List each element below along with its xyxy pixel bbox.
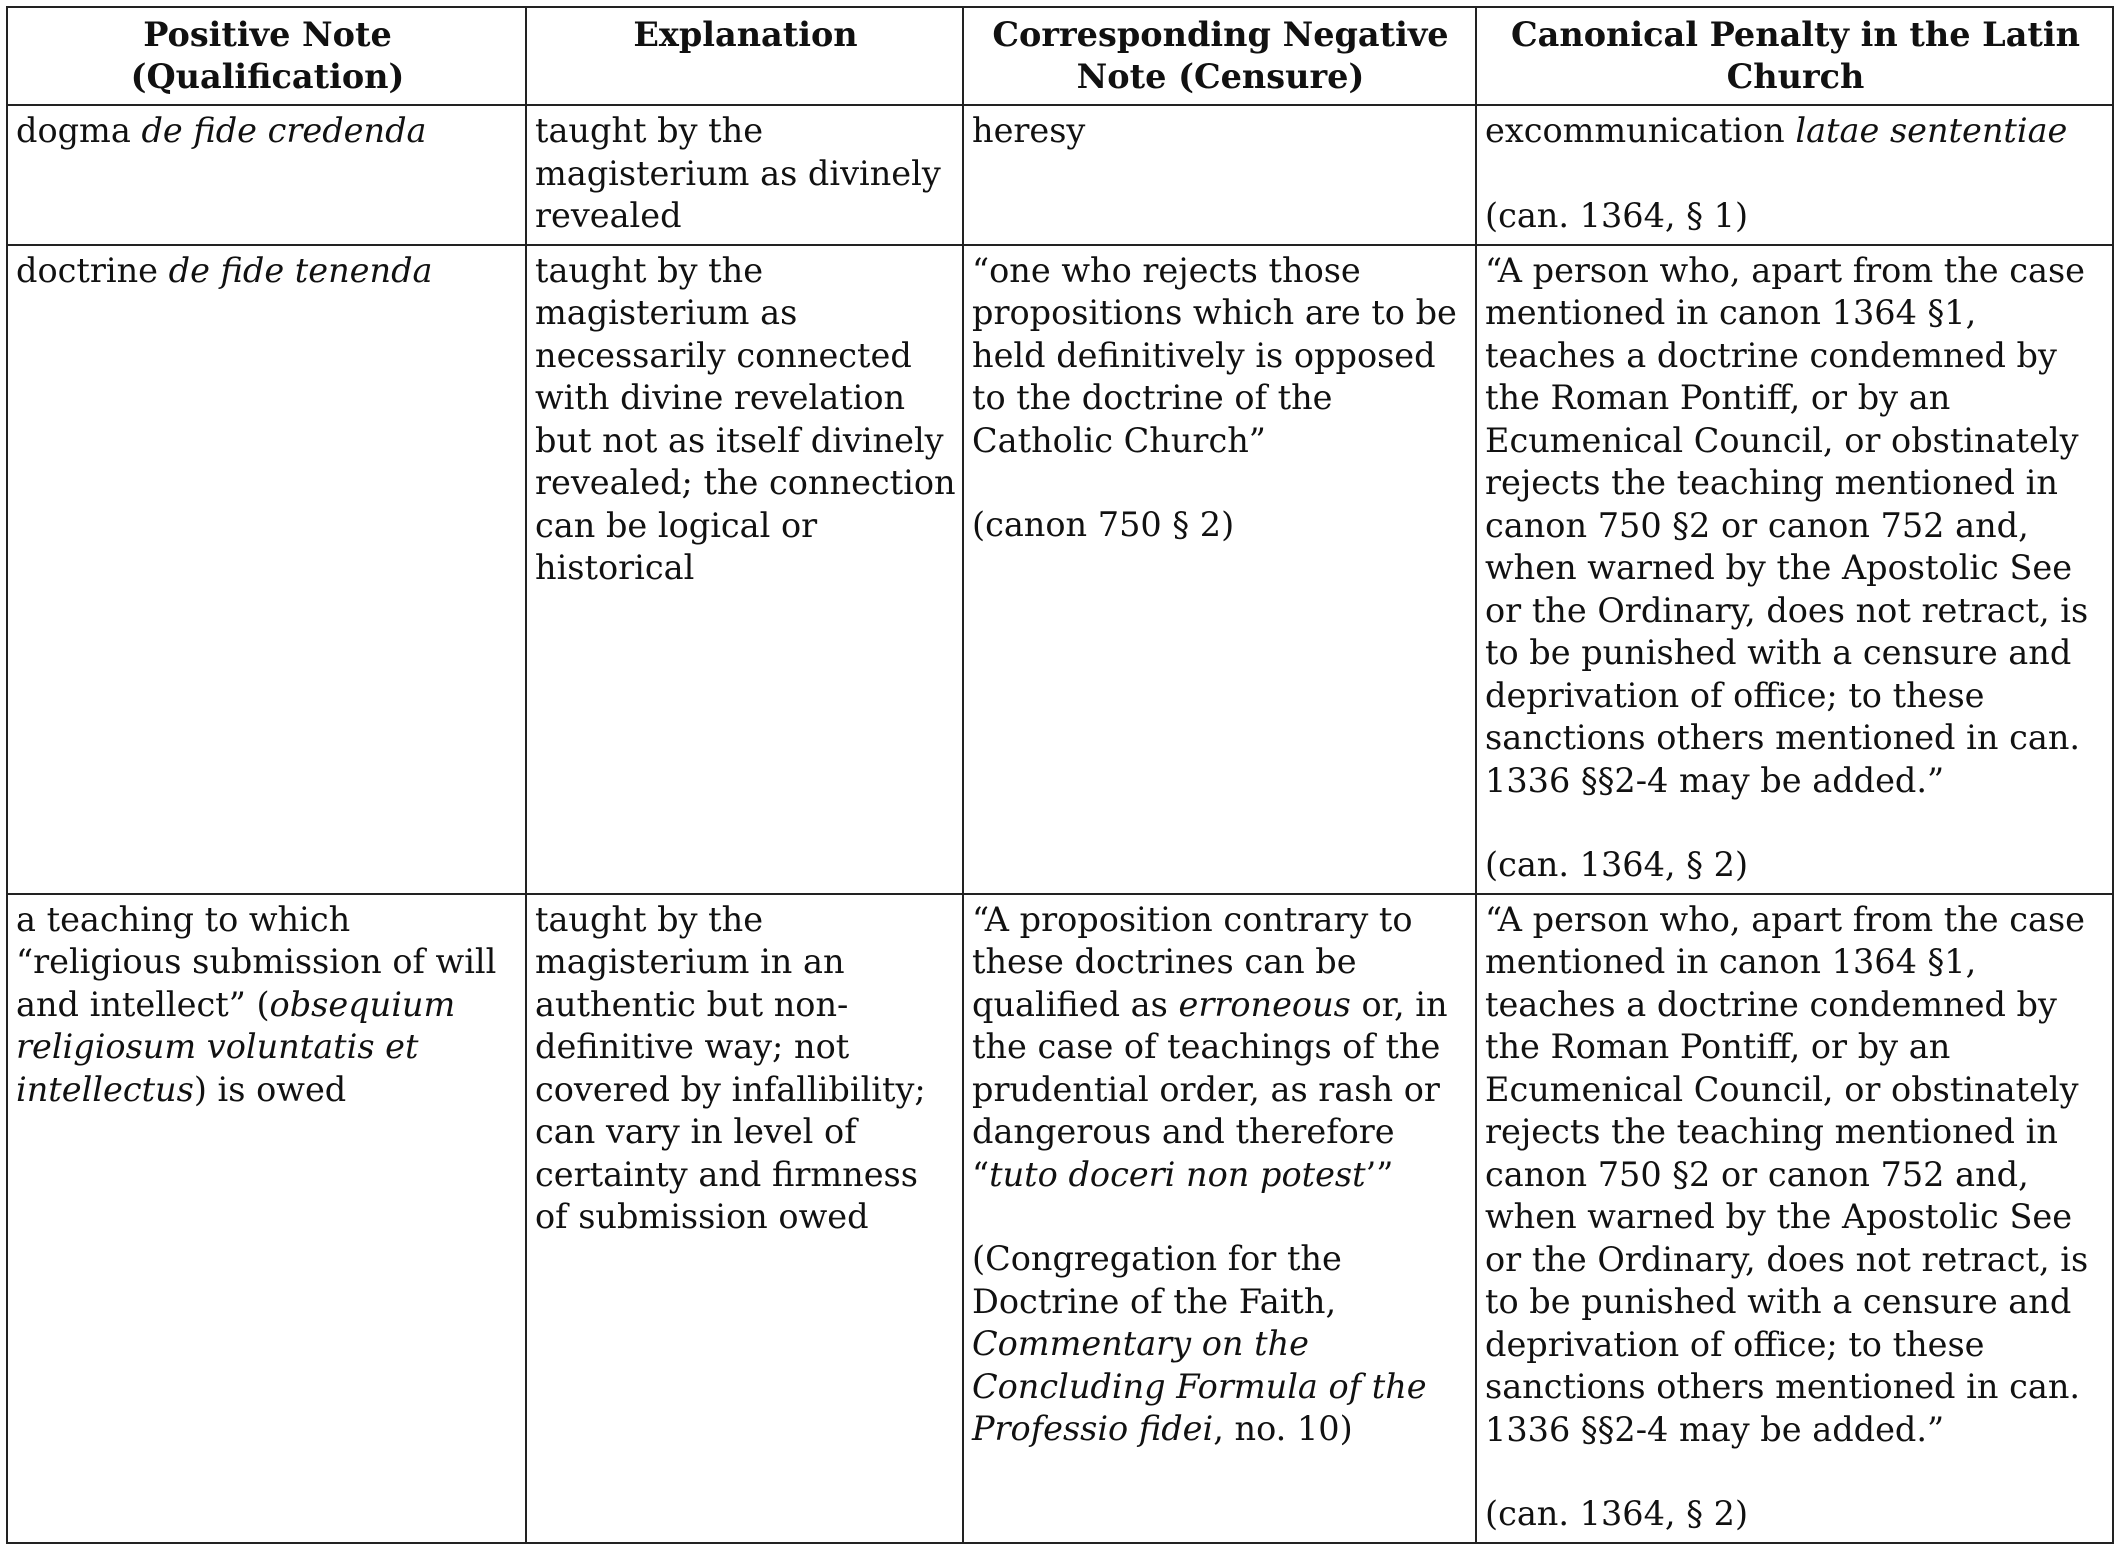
penalty-cell [1476,245,2113,894]
censure-citation [972,1238,1469,1451]
table-row [7,105,2113,245]
header-censure: Corresponding Negative Note (Censure) [963,7,1476,105]
qualification-cell [7,894,526,1543]
censure-cell [963,894,1476,1543]
header-penalty: Canonical Penalty in the Latin Church [1476,7,2113,105]
censure-citation: (canon 750 § 2) [972,505,1235,544]
header-explanation: Explanation [526,7,963,105]
censure-quote: “one who rejects those propositions which are to be held definitively is opposed to the doctrine of the Catholic Church” [972,250,1457,460]
explanation-cell: taught by the magisterium as necessarily connected with divine revelation but not as itself divinely revealed; the connection can be logical or historical [526,245,963,894]
header-qualification: Positive Note (Qualification) [7,7,526,105]
penalty-latin: latae sententiae [1795,111,2068,150]
qualification-latin: de fide tenenda [168,250,433,290]
qualification-latin: obsequium religiosum voluntatis et intellectus [16,984,456,1109]
citation-title: Commentary on the Concluding Formula of the Professio fidei [972,1324,1427,1448]
citation-source: (Congregation for the Doctrine of the Faith, [972,1239,1342,1321]
censure-cell [963,245,1476,894]
penalty-cell [1476,894,2113,1543]
censure-quote-end: ’” [1365,1154,1394,1194]
qualification-text: dogma [16,111,142,150]
censure-quote-part1: “A proposition contrary to these doctrines can be qualified as [972,899,1413,1024]
citation-number: , no. 10) [1213,1409,1353,1448]
penalty-text: excommunication [1485,111,1796,150]
qualifications-table [6,6,2114,1544]
qualification-latin: de fide credenda [141,111,427,150]
header-row [7,7,2113,105]
qualification-cell [7,245,526,894]
penalty-citation: (can. 1364, § 1) [1485,195,1749,235]
censure-latin: tuto doceri non potest [989,1154,1366,1194]
table-row [7,894,2113,1543]
qualification-text: a teaching to which “religious submission of will and intellect” ( [16,899,497,1024]
penalty-citation: (can. 1364, § 2) [1485,845,1749,884]
censure-quote-part2: or, in the case of teachings of the prudential order, as rash or dangerous and therefore “ [972,984,1448,1194]
qualification-text: doctrine [16,250,169,290]
penalty-quote: “A person who, apart from the case mentioned in canon 1364 §1, teaches a doctrine condemned by the Roman Pontiff, or by an Ecumenical Council, or obstinately rejects the teaching mentioned in canon 750 §2 or canon 752 and, when warned by the Apostolic See or the Ordinary, does not retract, is to be punished with a censure and deprivation of office; to these sanctions others mentioned in can. 1336 §§2-4 may be added.” [1485,899,2089,1449]
explanation-cell: taught by the magisterium as divinely revealed [526,105,963,245]
qualification-cell [7,105,526,245]
qualification-text-end: ) is owed [193,1069,347,1109]
censure-cell: heresy [963,105,1476,245]
explanation-cell: taught by the magisterium in an authentic but non-definitive way; not covered by infallibility; can vary in level of certainty and firmness of submission owed [526,894,963,1543]
penalty-cell [1476,105,2113,245]
penalty-quote: “A person who, apart from the case mentioned in canon 1364 §1, teaches a doctrine condemned by the Roman Pontiff, or by an Ecumenical Council, or obstinately rejects the teaching mentioned in canon 750 §2 or canon 752 and, when warned by the Apostolic See or the Ordinary, does not retract, is to be punished with a censure and deprivation of office; to these sanctions others mentioned in can. 1336 §§2-4 may be added.” [1485,250,2089,800]
penalty-citation: (can. 1364, § 2) [1485,1494,1749,1533]
censure-erroneous: erroneous [1178,984,1351,1024]
table-row [7,245,2113,894]
